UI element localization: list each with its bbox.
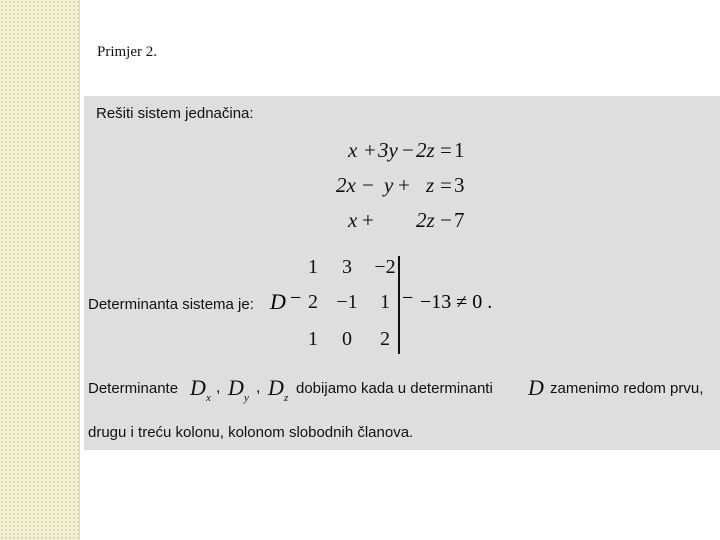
eq2-term-b: y <box>384 173 394 197</box>
eq1-term-a: x <box>348 138 358 162</box>
columns-line: drugu i treću kolonu, kolonom slobodnih članova. <box>88 424 414 441</box>
symbol-d: D <box>528 375 544 400</box>
determinants-suffix: zamenimo redom prvu, <box>550 380 704 397</box>
subscript-x: x <box>206 392 211 404</box>
det-cell-r3c3: 2 <box>380 328 390 350</box>
det-cell-r2c2: −1 <box>336 291 358 313</box>
eq2-eq: = <box>440 173 452 197</box>
determinant-bar <box>398 256 400 354</box>
eq2-op2: + <box>398 173 410 197</box>
det-cell-r1c2: 3 <box>342 256 352 278</box>
determinants-prefix: Determinante <box>88 380 179 397</box>
determinant-symbol: D <box>270 289 286 314</box>
intro-text: Rešiti sistem jednačina: <box>96 105 254 122</box>
det-cell-r3c1: 1 <box>308 328 318 350</box>
eq2-rhs: 3 <box>454 173 465 197</box>
content-image-panel <box>84 96 720 450</box>
determinant-result: −13 ≠ 0 . <box>420 291 493 313</box>
det-cell-r1c1: 1 <box>308 256 318 278</box>
eq3-term-a: x <box>348 208 358 232</box>
det-cell-r3c2: 0 <box>342 328 352 350</box>
eq1-op2: − <box>402 138 414 162</box>
det-cell-r2c3: 1 <box>380 291 390 313</box>
eq3-op1: + <box>362 208 374 232</box>
eq1-rhs: 1 <box>454 138 465 162</box>
subscript-y: y <box>244 392 249 404</box>
decorative-side-strip <box>0 0 80 540</box>
symbol-dz: D <box>268 375 284 400</box>
determinants-line <box>88 380 178 397</box>
determinant-result-sign: − <box>402 287 414 309</box>
determinant-eq-sign: − <box>290 287 302 309</box>
eq3-rhs: 7 <box>454 208 465 232</box>
determinant-label: Determinanta sistema je: <box>88 296 254 313</box>
symbol-dx: D <box>190 375 206 400</box>
comma-2: , <box>256 379 261 396</box>
eq1-eq: = <box>440 138 452 162</box>
eq3-eq: − <box>440 208 452 232</box>
eq2-term-a: 2x <box>336 173 356 197</box>
eq3-term-c: 2z <box>416 208 435 232</box>
comma-1: , <box>216 379 221 396</box>
eq1-term-c: 2z <box>416 138 435 162</box>
symbol-dy: D <box>228 375 244 400</box>
determinants-middle: dobijamo kada u determinanti <box>296 380 493 397</box>
eq2-term-c: z <box>426 173 435 197</box>
det-cell-r2c1: 2 <box>308 291 318 313</box>
eq2-op1: − <box>362 173 374 197</box>
eq1-term-b: 3y <box>378 138 398 162</box>
slide-title: Primjer 2. <box>97 44 157 60</box>
subscript-z: z <box>284 392 289 404</box>
eq1-op1: + <box>364 138 376 162</box>
det-cell-r1c3: −2 <box>374 256 396 278</box>
